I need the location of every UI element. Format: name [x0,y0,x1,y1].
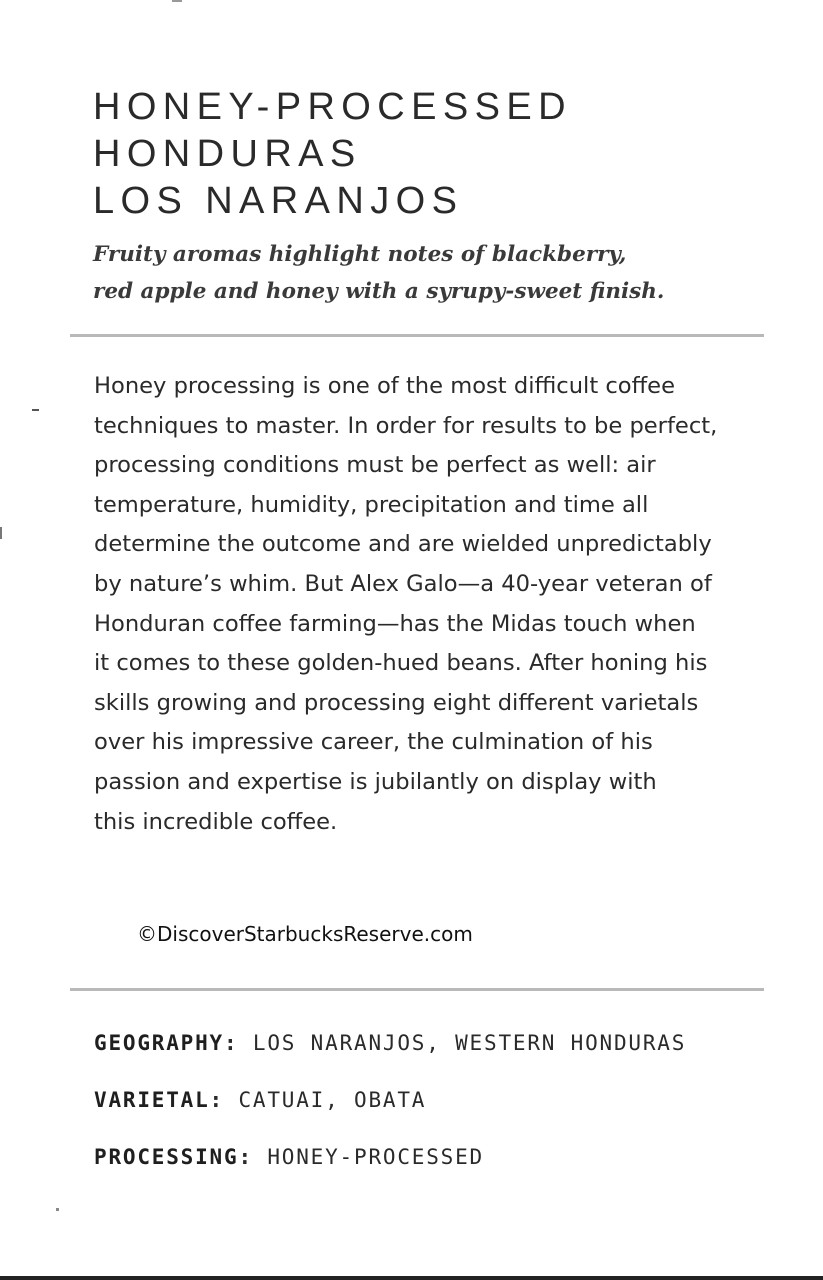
description-line: over his impressive career, the culmination of his [94,729,653,756]
description-line: temperature, humidity, precipitation and time all [94,491,649,518]
scan-speck [56,1208,59,1211]
scan-speck [0,527,2,539]
spec-label: GEOGRAPHY [94,1031,224,1055]
title-line: HONEY-PROCESSED [93,86,572,128]
spec-label: PROCESSING [94,1145,239,1169]
scan-speck [172,0,182,2]
tasting-notes-line: red apple and honey with a syrupy-sweet finish. [93,279,665,304]
coffee-specs [94,1026,784,1197]
spec-processing: PROCESSING: HONEY-PROCESSED [94,1145,484,1169]
description-line: by nature’s whim. But Alex Galo—a 40-year veteran of [94,570,712,597]
tasting-notes-line: Fruity aromas highlight notes of blackberry, [93,242,627,267]
copyright-watermark: ©DiscoverStarbucksReserve.com [137,922,473,946]
spec-varietal: VARIETAL: CATUAI, OBATA [94,1088,427,1112]
title-line: LOS NARANJOS [93,180,464,222]
description-line: techniques to master. In order for results to be perfect, [94,412,718,439]
description-line: Honduran coffee farming—has the Midas touch when [94,610,696,637]
description-line: determine the outcome and are wielded unpredictably [94,531,712,558]
top-divider [70,334,764,337]
description-paragraph [94,367,784,842]
description-line: processing conditions must be perfect as well: air [94,452,656,479]
description-line: it comes to these golden-hued beans. After honing his [94,650,708,677]
spec-label: VARIETAL [94,1088,210,1112]
title-line: HONDURAS [93,133,362,175]
description-line: this incredible coffee. [94,808,338,835]
spec-value: HONEY-PROCESSED [267,1145,484,1169]
tasting-notes [93,236,773,310]
spec-geography: GEOGRAPHY: LOS NARANJOS, WESTERN HONDURAS [94,1031,687,1055]
card-bottom-edge [0,1276,823,1280]
spec-value: LOS NARANJOS, WESTERN HONDURAS [252,1031,687,1055]
scan-speck [32,409,39,411]
description-line: skills growing and processing eight different varietals [94,689,699,716]
coffee-title [93,84,773,225]
description-line: Honey processing is one of the most difficult coffee [94,373,675,399]
description-line: passion and expertise is jubilantly on display with [94,768,657,795]
bottom-divider [70,988,764,991]
spec-value: CATUAI, OBATA [238,1088,427,1112]
